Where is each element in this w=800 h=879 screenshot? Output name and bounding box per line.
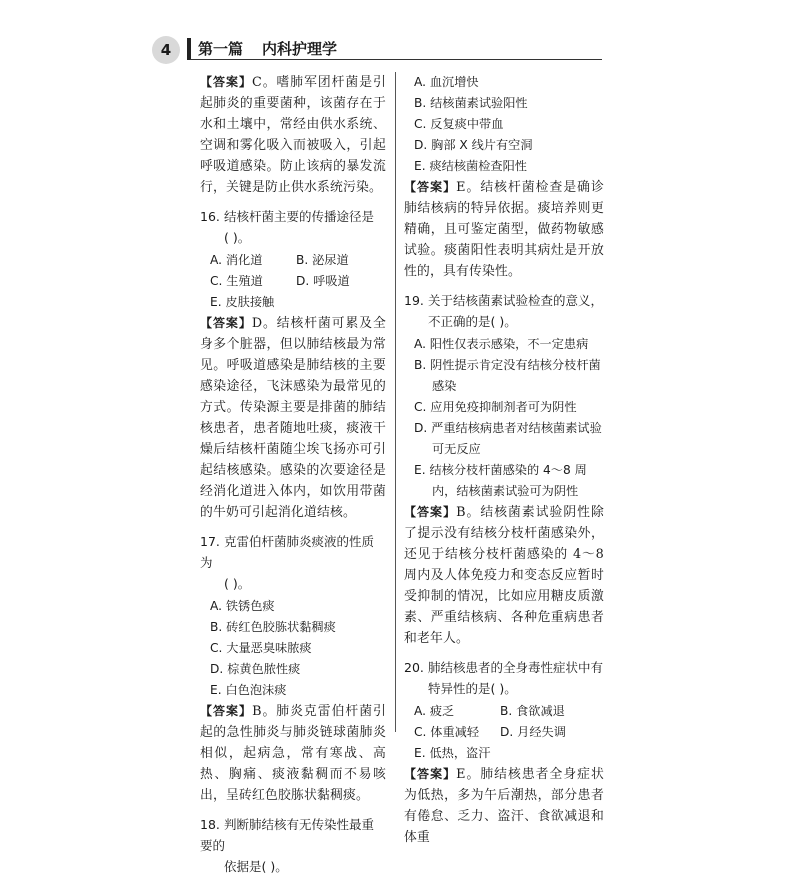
column-divider <box>395 72 396 732</box>
option: E. 结核分枝杆菌感染的 4～8 周内，结核菌素试验可为阴性 <box>414 463 587 498</box>
answer-text: E。肺结核患者全身症状为低热，多为午后潮热，部分患者有倦怠、乏力、盗汗、食欲减退和体重 <box>404 767 604 845</box>
option: C. 生殖道 <box>210 274 263 288</box>
option-row <box>200 271 386 292</box>
question-number: 16. <box>200 209 220 224</box>
question-text: 克雷伯杆菌肺炎痰液的性质为 <box>200 534 375 570</box>
answer-18 <box>404 177 604 282</box>
chapter-title: 内科护理学 <box>262 40 338 58</box>
answer-tag: 【答案】 <box>200 316 252 330</box>
option: D. 棕黄色脓性痰 <box>210 662 301 676</box>
question-17 <box>200 531 386 594</box>
page-header <box>0 0 800 70</box>
question-number: 20. <box>404 660 424 675</box>
option: A. 血沉增快 <box>414 75 479 89</box>
answer-16 <box>200 313 386 523</box>
answer-text: B。肺炎克雷伯杆菌引起的急性肺炎与肺炎链球菌肺炎相似，起病急，常有寒战、高热、胸痛、痰液黏稠而不易咳出，呈砖红色胶胨状黏稠痰。 <box>200 704 386 803</box>
option: A. 阳性仅表示感染，不一定患病 <box>414 337 589 351</box>
option: D. 严重结核病患者对结核菌素试验可无反应 <box>414 421 602 456</box>
option: A. 铁锈色痰 <box>210 599 275 613</box>
option: E. 白色泡沫痰 <box>210 683 287 697</box>
option: E. 低热，盗汗 <box>414 746 491 760</box>
question-text-cont: 不正确的是( )。 <box>428 314 517 329</box>
option: B. 泌尿道 <box>296 253 349 267</box>
question-20 <box>404 657 604 699</box>
question-text-cont: 特异性的是( )。 <box>428 681 517 696</box>
option: C. 应用免疫抑制剂者可为阴性 <box>414 400 577 414</box>
option-row <box>404 722 604 743</box>
header-rule <box>190 59 602 60</box>
option: D. 呼吸道 <box>296 274 350 288</box>
question-18 <box>200 814 386 877</box>
answer-tag: 【答案】 <box>404 767 457 781</box>
option: B. 砖红色胶胨状黏稠痰 <box>210 620 336 634</box>
page-number: 4 <box>152 36 180 64</box>
option: B. 结核菌素试验阳性 <box>414 96 528 110</box>
question-number: 17. <box>200 534 220 549</box>
question-number: 18. <box>200 817 220 832</box>
option: B. 阴性提示肯定没有结核分枝杆菌感染 <box>414 358 601 393</box>
question-19 <box>404 290 604 332</box>
answer-text: D。结核杆菌可累及全身多个脏器，但以肺结核最为常见。呼吸道感染是肺结核的主要感染途径，飞沫感染为最常见的方式。传染源主要是排菌的肺结核患者，患者随地吐痰，痰液干燥后结核杆菌随尘埃飞扬亦可引起结核感染。感染的次要途径是经消化道进入体内，如饮用带菌的牛奶可引起消化道结核。 <box>200 316 386 520</box>
question-number: 19. <box>404 293 424 308</box>
answer-17 <box>200 701 386 806</box>
option: C. 大量恶臭味脓痰 <box>210 641 312 655</box>
question-text: 结核杆菌主要的传播途径是 <box>224 209 375 224</box>
answer-20 <box>404 764 604 848</box>
answer-tag: 【答案】 <box>200 704 253 718</box>
right-column <box>404 72 604 852</box>
question-text-cont: ( )。 <box>224 576 251 591</box>
chapter-label: 第一篇 <box>198 40 244 58</box>
left-column <box>200 72 386 879</box>
answer-tag: 【答案】 <box>404 180 457 194</box>
option-row <box>200 250 386 271</box>
option: A. 疲乏 <box>414 704 455 718</box>
answer-15 <box>200 72 386 198</box>
option: E. 皮肤接触 <box>210 295 275 309</box>
question-text: 关于结核菌素试验检查的意义， <box>428 293 604 308</box>
option: C. 反复痰中带血 <box>414 117 504 131</box>
option-row <box>404 701 604 722</box>
question-text-cont: 依据是( )。 <box>224 859 288 874</box>
option: C. 体重减轻 <box>414 725 480 739</box>
option: D. 胸部 X 线片有空洞 <box>414 138 533 152</box>
question-text-cont: ( )。 <box>224 230 251 245</box>
answer-tag: 【答案】 <box>200 75 252 89</box>
answer-text: C。嗜肺军团杆菌是引起肺炎的重要菌种，该菌存在于水和土壤中，常经由供水系统、空调和雾化吸入而被吸入，引起呼吸道感染。防止该病的暴发流行，关键是防止供水系统污染。 <box>200 75 386 195</box>
question-16 <box>200 206 386 248</box>
answer-19 <box>404 502 604 649</box>
answer-text: B。结核菌素试验阴性除了提示没有结核分枝杆菌感染外，还见于结核分枝杆菌感染的 4～8 周内及人体免疫力和变态反应暂时受抑制的情况，比如应用糖皮质激素、严重结核病、各种危重病患者和老年人。 <box>404 505 604 646</box>
header-bar <box>187 38 191 60</box>
option: B. 食欲减退 <box>500 704 565 718</box>
answer-text: E。结核杆菌检查是确诊肺结核病的特异依据。痰培养则更精确，且可鉴定菌型，做药物敏感试验。痰菌阳性表明其病灶是开放性的，具有传染性。 <box>404 180 604 279</box>
option: D. 月经失调 <box>500 725 566 739</box>
question-text: 肺结核患者的全身毒性症状中有 <box>428 660 604 675</box>
option: A. 消化道 <box>210 253 263 267</box>
option: E. 痰结核菌检查阳性 <box>414 159 527 173</box>
question-text: 判断肺结核有无传染性最重要的 <box>200 817 375 853</box>
answer-tag: 【答案】 <box>404 505 457 519</box>
